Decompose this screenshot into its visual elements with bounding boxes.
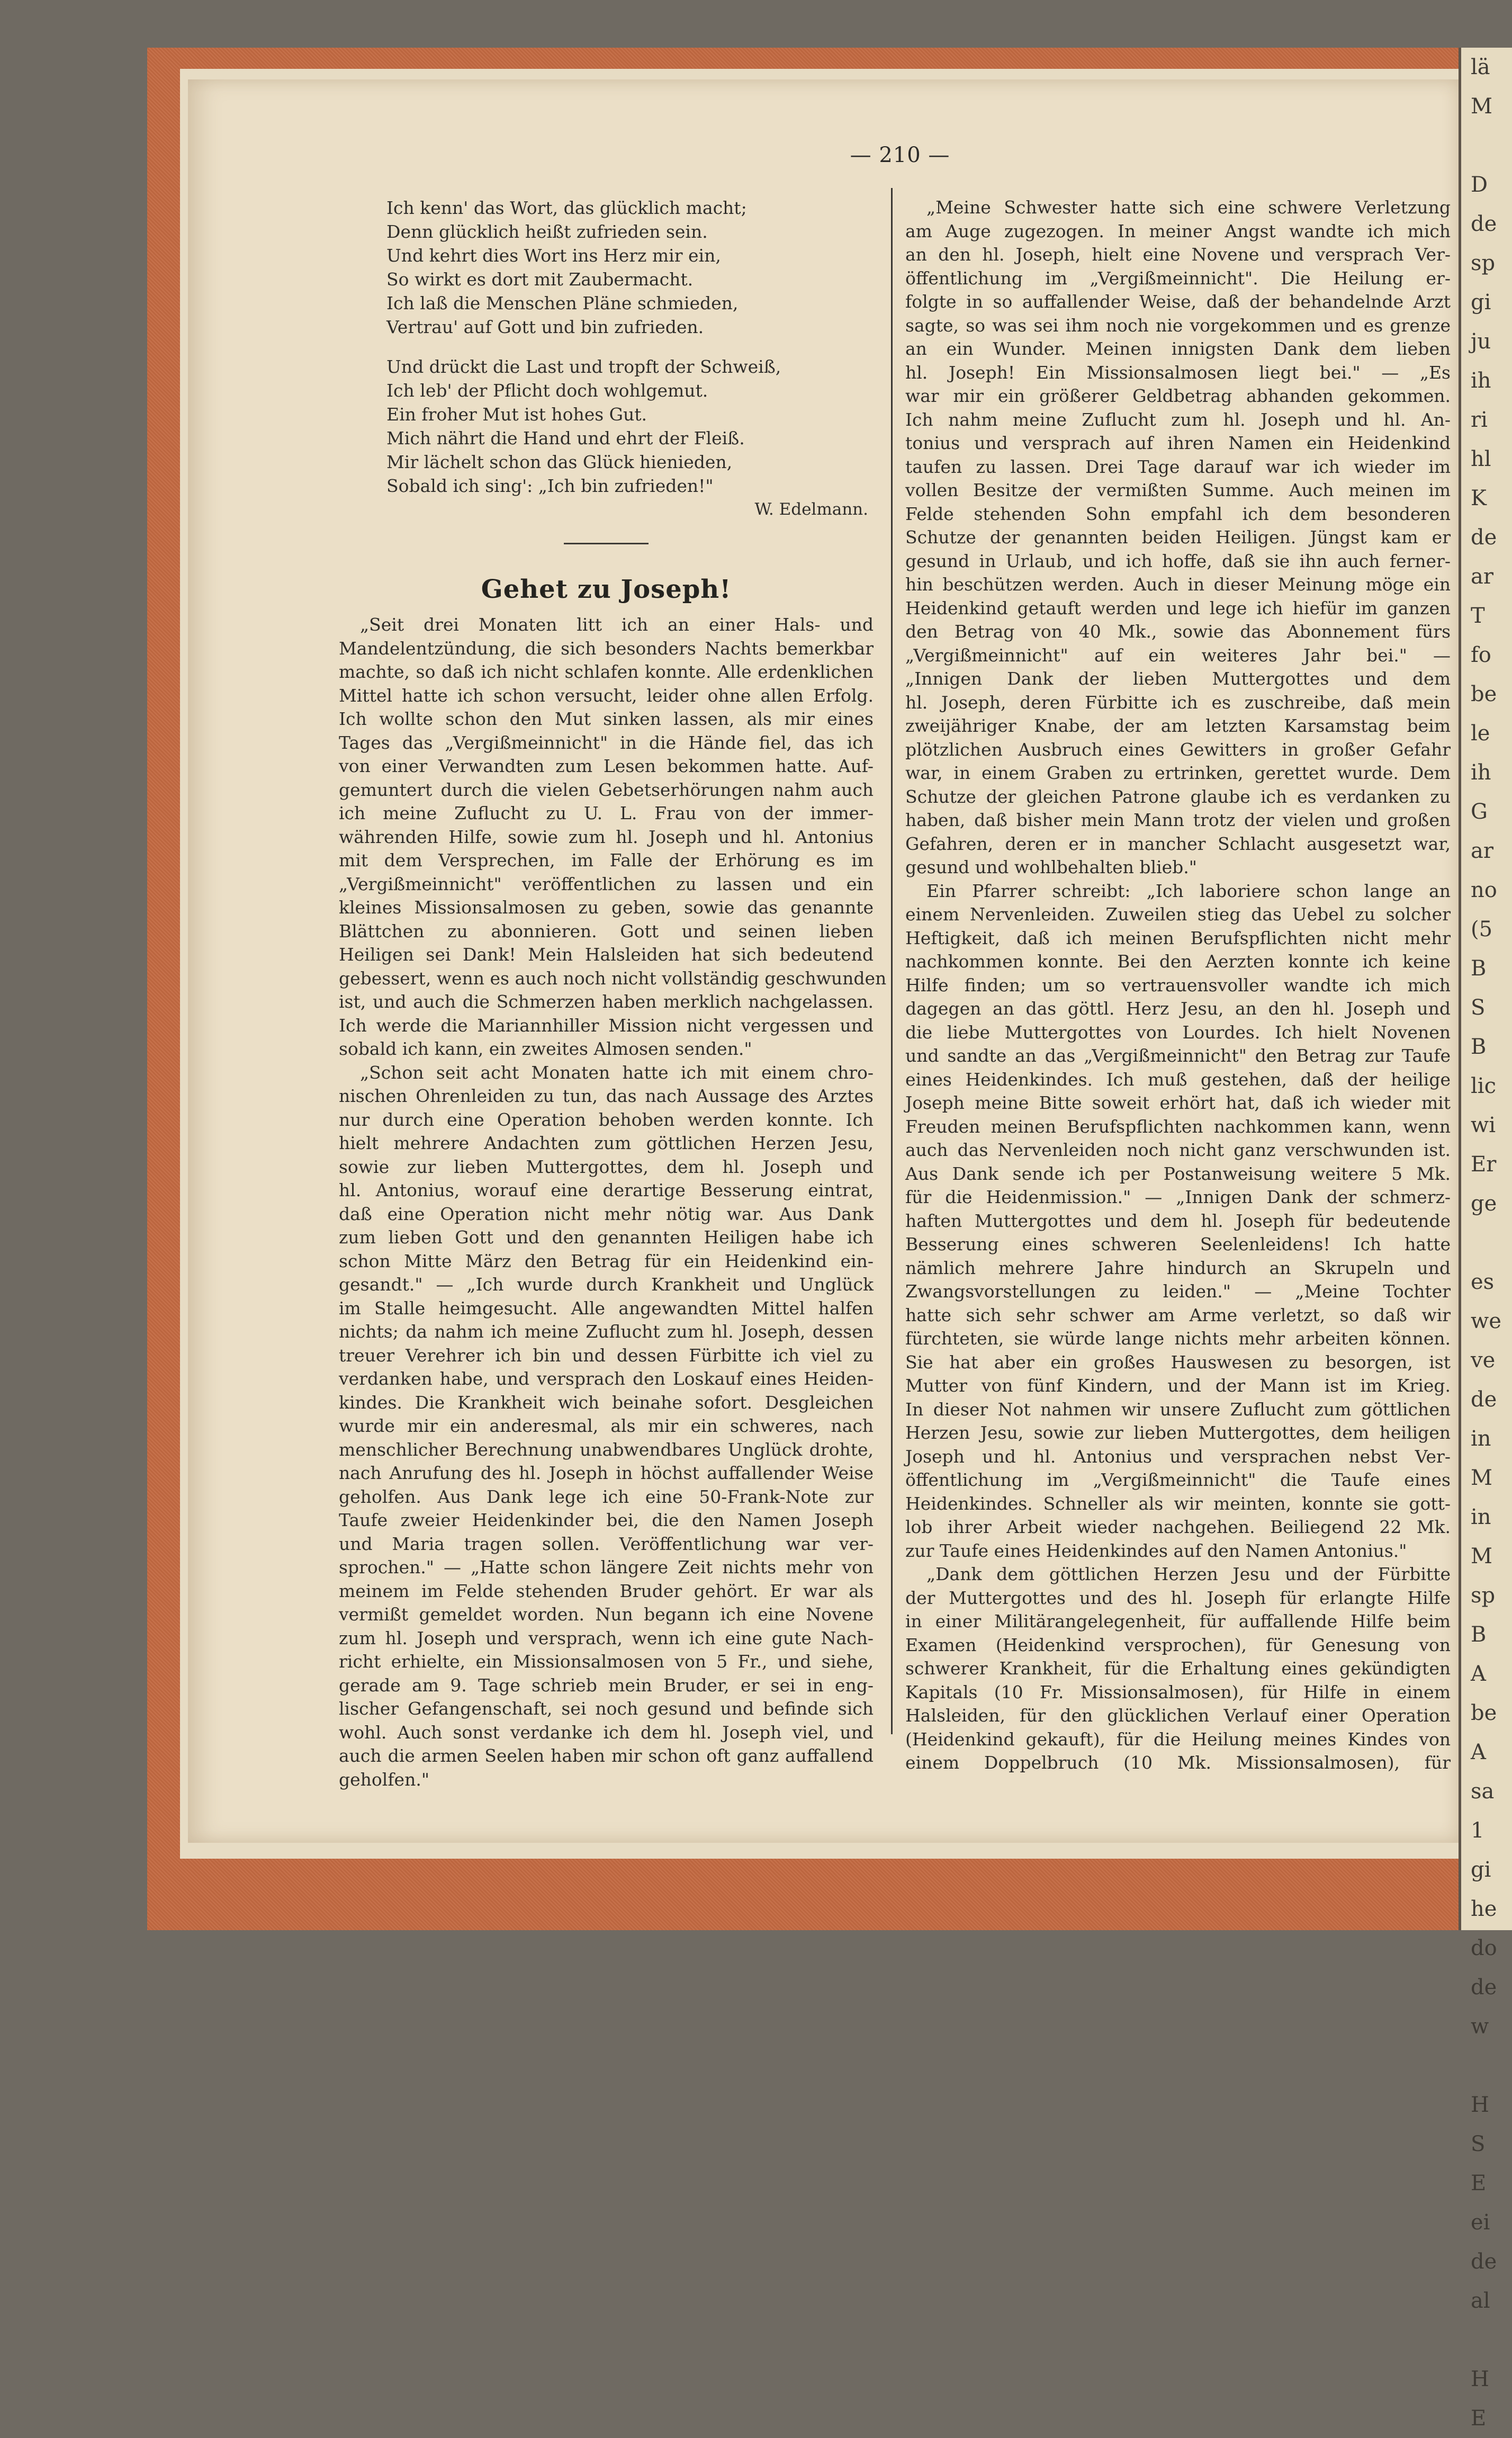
text-line: einem Nervenleiden. Zuweilen stieg das Uebel zu solcher [905, 904, 1451, 925]
text-line: Ich werde die Mariannhiller Mission nicht vergessen und [339, 1015, 874, 1036]
text-line: und Maria tragen sollen. Veröffentlichung war ver- [339, 1533, 874, 1554]
next-page-fragment: E [1471, 2406, 1487, 2431]
next-page-fragment: ar [1471, 839, 1493, 863]
text-line: Ich wollte schon den Mut sinken lassen, als mir eines [339, 709, 874, 729]
text-line: mit dem Versprechen, im Falle der Erhörung es im [339, 850, 874, 871]
next-page-fragment: ih [1471, 369, 1491, 393]
text-line: fürchteten, sie würde lange nichts mehr arbeiten können. [905, 1328, 1451, 1349]
next-page-edge [1459, 48, 1512, 2431]
next-page-fragment: A [1471, 1740, 1486, 1764]
text-line: ich meine Zuflucht zu U. L. Frau von der immer- [339, 803, 874, 823]
poem-line: So wirkt es dort mit Zaubermacht. [386, 269, 694, 290]
text-line: Mittel hatte ich schon versucht, leider ohne allen Erfolg. [339, 685, 874, 706]
text-line: nämlich mehrere Jahre hindurch an Skrupeln und [905, 1257, 1451, 1278]
section-divider [564, 543, 649, 544]
text-line: gerade am 9. Tage schrieb mein Bruder, er sei in eng- [339, 1674, 874, 1696]
next-page-fragment: H [1471, 2093, 1489, 2117]
poem-line: Ich laß die Menschen Pläne schmieden, [386, 293, 739, 313]
text-line: folgte in so auffallender Weise, daß der behandelnde Arzt [905, 291, 1451, 312]
text-line: Examen (Heidenkind versprochen), für Genesung von [905, 1634, 1451, 1655]
next-page-fragment: K [1471, 486, 1487, 510]
next-page-fragment: M [1471, 94, 1492, 119]
text-line: (Heidenkind gekauft), für die Heilung meines Kindes von [905, 1728, 1451, 1750]
article-heading: Gehet zu Joseph! [481, 575, 732, 604]
next-page-fragment: de [1471, 1975, 1497, 2000]
next-page-fragment: (5 [1471, 917, 1493, 942]
text-line: hin beschützen werden. Auch in dieser Meinung möge ein [905, 574, 1451, 595]
text-line: Kapitals (10 Fr. Missionsalmosen), für Hilfe in einem [905, 1681, 1451, 1702]
text-line: Mutter von fünf Kindern, und der Mann ist im Krieg. [905, 1375, 1451, 1396]
text-line: gemuntert durch die vielen Gebetserhörungen nahm auch [339, 779, 874, 800]
text-line: Besserung eines schweren Seelenleidens! Ich hatte [905, 1234, 1451, 1254]
next-page-fragment: M [1471, 1544, 1492, 1568]
text-line: In dieser Not nahmen wir unsere Zuflucht zum göttlichen [905, 1399, 1451, 1420]
text-line: für die Heidenmission." — „Innigen Dank der schmerz- [905, 1187, 1451, 1207]
text-line: sprochen." — „Hatte schon längere Zeit nichts mehr von [339, 1557, 874, 1577]
text-line: lischer Gefangenschaft, sei noch gesund und befinde sich [339, 1698, 874, 1719]
poem-line: Ich leb' der Pflicht doch wohlgemut. [386, 380, 708, 401]
text-line: hl. Antonius, worauf eine derartige Besserung eintrat, [339, 1180, 874, 1200]
poem-line: Vertrau' auf Gott und bin zufrieden. [386, 317, 704, 337]
stanza-gap [339, 339, 874, 355]
next-page-fragment: hl [1471, 447, 1491, 471]
text-line: Blättchen zu abonnieren. Gott und seinen lieben [339, 920, 874, 942]
poem-line: Denn glücklich heißt zufrieden sein. [386, 221, 708, 242]
right-column [905, 196, 1451, 1775]
text-line: Aus Dank sende ich per Postanweisung weitere 5 Mk. [905, 1163, 1451, 1184]
poem-stanza-2 [339, 355, 874, 498]
next-page-fragment: H [1471, 2367, 1489, 2391]
text-line: der Muttergottes und des hl. Joseph für erlangte Hilfe [905, 1587, 1451, 1608]
text-line: vollen Besitze der vermißten Summe. Auch meinen im [905, 480, 1451, 500]
text-line: meinem im Felde stehenden Bruder gehört. Er war als [339, 1580, 874, 1601]
text-line: Herzen Jesu, sowie zur lieben Muttergottes, dem heiligen [905, 1422, 1451, 1443]
text-line: nach Anrufung des hl. Joseph in höchst auffallender Weise [339, 1463, 874, 1483]
next-page-fragment: de [1471, 1387, 1497, 1412]
text-line: menschlicher Berechnung unabwendbares Unglück drohte, [339, 1439, 874, 1460]
article-text-left [339, 613, 887, 1791]
text-line: treuer Verehrer ich bin und dessen Fürbitte ich viel zu [339, 1345, 874, 1366]
text-line: verdanken habe, und versprach den Loskauf eines Heiden- [339, 1368, 874, 1389]
poem-stanza-1 [339, 196, 874, 339]
next-page-fragment: D [1471, 173, 1488, 197]
text-line: eines Heidenkindes. Ich muß gestehen, daß der heilige [905, 1069, 1451, 1090]
next-page-fragment: es [1471, 1270, 1495, 1294]
next-page-fragment: S [1471, 996, 1486, 1020]
text-line: Taufe zweier Heidenkinder bei, die den Namen Joseph [339, 1510, 874, 1530]
text-line: nichts; da nahm ich meine Zuflucht zum hl. Joseph, dessen [339, 1321, 874, 1342]
text-line: sobald ich kann, ein zweites Almosen senden." [339, 1038, 752, 1059]
text-line: taufen zu lassen. Drei Tage darauf war ich wieder im [905, 456, 1451, 477]
poem-line: Sobald ich sing': „Ich bin zufrieden!" [386, 476, 714, 496]
text-line: ist, und auch die Schmerzen haben merklich nachgelassen. [339, 991, 874, 1012]
next-page-fragment: gi [1471, 290, 1491, 315]
text-line: gesund und wohlbehalten blieb." [905, 857, 1197, 877]
text-line: Joseph meine Bitte soweit erhört hat, daß ich wieder mit [905, 1092, 1451, 1113]
next-page-fragment: sa [1471, 1779, 1495, 1804]
text-line: wohl. Auch sonst verdanke ich dem hl. Joseph viel, und [339, 1722, 874, 1743]
text-line: Felde stehenden Sohn empfahl ich dem besonderen [905, 503, 1451, 524]
next-page-fragment: de [1471, 525, 1497, 550]
next-page-fragment: E [1471, 2171, 1487, 2195]
text-line: plötzlichen Ausbruch eines Gewitters in großer Gefahr [905, 739, 1451, 760]
text-line: machte, so daß ich nicht schlafen konnte. Alle erdenklichen [339, 661, 874, 682]
text-line: geholfen. Aus Dank lege ich eine 50-Frank-Note zur [339, 1486, 874, 1507]
text-line: „Schon seit acht Monaten hatte ich mit einem chro- [360, 1062, 874, 1083]
poem-line: Ich kenn' das Wort, das glücklich macht; [386, 198, 747, 218]
next-page-fragment: sp [1471, 1583, 1496, 1608]
next-page-fragment: B [1471, 1035, 1487, 1059]
text-line: von einer Verwandten zum Lesen bekommen hatte. Auf- [339, 756, 874, 776]
next-page-fragment: sp [1471, 251, 1496, 275]
text-line: schwerer Krankheit, für die Erhaltung eines gekündigten [905, 1658, 1451, 1679]
next-page-fragment: de [1471, 2249, 1497, 2274]
text-line: am Auge zugezogen. In meiner Angst wandte ich mich [905, 220, 1451, 241]
poem [339, 196, 874, 522]
next-page-fragment: G [1471, 800, 1488, 824]
next-page-fragment: no [1471, 878, 1497, 902]
text-line: Heftigkeit, daß ich meinen Berufspflichten nicht mehr [905, 927, 1451, 948]
text-line: geholfen." [339, 1769, 429, 1790]
text-line: daß eine Operation nicht mehr nötig war. Aus Dank [339, 1203, 874, 1224]
text-line: die liebe Muttergottes von Lourdes. Ich hielt Novenen [905, 1021, 1451, 1043]
text-line: in einer Militärangelegenheit, für auffallende Hilfe beim [905, 1611, 1451, 1632]
text-line: sowie zur lieben Muttergottes, dem hl. Joseph und [339, 1156, 874, 1177]
text-line: zweijähriger Knabe, der am letzten Karsamstag beim [905, 715, 1451, 736]
text-line: kleines Missionsalmosen zu geben, sowie das genannte [339, 897, 874, 918]
text-line: im Stalle heimgesucht. Alle angewandten Mittel halfen [339, 1297, 874, 1319]
next-page-fragment: in [1471, 1505, 1491, 1529]
text-line: auch die armen Seelen haben mir schon oft ganz auffallend [339, 1745, 874, 1766]
next-page-fragment: lic [1471, 1074, 1496, 1098]
text-line: war, in einem Graben zu ertrinken, gerettet wurde. Dem [905, 763, 1451, 783]
next-page-fragment: ge [1471, 1191, 1497, 1216]
text-line: nischen Ohrenleiden zu tun, das nach Aussage des Arztes [339, 1086, 874, 1106]
next-page-fragment: he [1471, 1897, 1497, 1921]
next-page-fragment: ju [1471, 329, 1491, 354]
next-page-fragment: be [1471, 1701, 1497, 1725]
text-line: Ich nahm meine Zuflucht zum hl. Joseph und hl. An- [905, 409, 1451, 430]
text-line: „Dank dem göttlichen Herzen Jesu und der Fürbitte [926, 1564, 1451, 1584]
article-text-right [905, 196, 1451, 1775]
text-line: den Betrag von 40 Mk., sowie das Abonnement fürs [905, 621, 1451, 642]
page-number: — 210 — [850, 143, 950, 167]
text-line: öffentlichung im „Vergißmeinnicht". Die Heilung er- [905, 267, 1451, 289]
text-line: Ein Pfarrer schreibt: „Ich laboriere schon lange an [926, 880, 1451, 901]
text-line: Hilfe finden; um so vertrauensvoller wandte ich mich [905, 974, 1451, 996]
next-page-fragment: ar [1471, 564, 1493, 589]
text-line: vermißt gemeldet worden. Nun begann ich eine Novene [339, 1604, 874, 1625]
poem-line: Und drückt die Last und tropft der Schweiß, [386, 356, 781, 377]
text-line: haben, daß bisher mein Mann trotz der vielen und großen [905, 810, 1451, 830]
column-divider [891, 188, 893, 1734]
text-line: Heidenkindes. Schneller als wir meinten, konnte sie gott- [905, 1493, 1451, 1514]
next-page-fragment: 1 [1471, 1818, 1484, 1843]
next-page-fragment: B [1471, 956, 1487, 981]
text-line: Freuden meinen Berufspflichten nachkommen kann, wenn [905, 1116, 1451, 1137]
next-page-fragment: be [1471, 682, 1497, 706]
poem-line: Mir lächelt schon das Glück hienieden, [386, 452, 733, 472]
next-page-fragment: w [1471, 2014, 1489, 2039]
next-page-fragment: al [1471, 2289, 1490, 2313]
text-line: zur Taufe eines Heidenkindes auf den Namen Antonius." [905, 1540, 1407, 1561]
text-line: währenden Hilfe, sowie zum hl. Joseph und hl. Antonius [339, 826, 874, 847]
text-line: Heiligen sei Dank! Mein Halsleiden hat sich bedeutend [339, 944, 874, 965]
text-line: einem Doppelbruch (10 Mk. Missionsalmosen), für [905, 1752, 1451, 1773]
text-line: schon Mitte März den Betrag für ein Heidenkind ein- [339, 1250, 874, 1271]
next-page-fragment [1461, 2046, 1512, 2085]
text-line: hielt mehrere Andachten zum göttlichen Herzen Jesu, [339, 1133, 874, 1153]
next-page-fragment: A [1471, 1662, 1486, 1686]
next-page-fragment: ei [1471, 2210, 1490, 2235]
text-line: „Vergißmeinnicht" auf ein weiteres Jahr bei." — [905, 644, 1451, 666]
next-page-fragment: fo [1471, 643, 1491, 667]
text-line: nur durch eine Operation behoben werden konnte. Ich [339, 1109, 874, 1130]
text-line: richt erhielte, ein Missionsalmosen von 5 Fr., und siehe, [339, 1651, 874, 1672]
next-page-fragment: B [1471, 1623, 1487, 1647]
text-line: sagte, so was sei ihm noch nie vorgekommen und es grenze [905, 315, 1451, 336]
next-page-fragment: ve [1471, 1348, 1496, 1373]
text-line: hatte sich sehr schwer am Arme verletzt, so daß wir [905, 1304, 1451, 1325]
text-line: hl. Joseph, deren Fürbitte ich es zuschreibe, daß mein [905, 692, 1451, 713]
text-line: hl. Joseph! Ein Missionsalmosen liegt bei." — „Es [905, 362, 1451, 383]
text-line: öffentlichung im „Vergißmeinnicht" die Taufe eines [905, 1469, 1451, 1490]
text-line: Sie hat aber ein großes Hauswesen zu besorgen, ist [905, 1351, 1451, 1373]
text-line: haften Muttergottes und dem hl. Joseph für bedeutende [905, 1210, 1451, 1231]
next-page-fragment: lä [1471, 55, 1490, 79]
text-line: zum lieben Gott und den genannten Heiligen habe ich [339, 1227, 874, 1248]
text-line: Zwangsvorstellungen zu leiden." — „Meine Tochter [905, 1281, 1451, 1302]
text-line: „Meine Schwester hatte sich eine schwere Verletzung [926, 197, 1451, 218]
text-line: Schutze der gleichen Patrone glaube ich es verdanken zu [905, 786, 1451, 807]
text-line: Joseph und hl. Antonius und versprachen nebst Ver- [905, 1446, 1451, 1467]
text-line: „Vergißmeinnicht" veröffentlichen zu lassen und ein [339, 873, 874, 894]
text-line: Schutze der genannten beiden Heiligen. Jüngst kam er [905, 527, 1451, 548]
text-line: an ein Wunder. Meinen innigsten Dank dem lieben [905, 338, 1451, 359]
text-line: nachkommen konnte. Bei den Aerzten konnte ich keine [905, 951, 1451, 972]
text-line: Mandelentzündung, die sich besonders Nachts bemerkbar [339, 638, 874, 659]
text-line: war mir ein größerer Geldbetrag abhanden gekommen. [905, 386, 1451, 406]
text-line: wurde mir ein anderesmal, als mir ein schweres, nach [339, 1415, 874, 1436]
poem-author: W. Edelmann. [754, 500, 868, 519]
text-line: „Seit drei Monaten litt ich an einer Hals- und [360, 614, 874, 635]
next-page-fragment: in [1471, 1427, 1491, 1451]
next-page-fragment: de [1471, 212, 1497, 236]
text-line: Halsleiden, für den glücklichen Verlauf einer Operation [905, 1705, 1451, 1726]
next-page-fragment [1461, 126, 1512, 165]
text-line: kindes. Die Krankheit wich beinahe sofort. Desgleichen [339, 1392, 874, 1413]
next-page-fragment: we [1471, 1309, 1501, 1333]
text-line: auch das Nervenleiden noch nicht ganz verschwunden ist. [905, 1140, 1451, 1160]
left-column [339, 196, 887, 1791]
text-line: „Innigen Dank der lieben Muttergottes und dem [905, 668, 1451, 689]
next-page-fragment [1461, 2320, 1512, 2360]
text-line: tonius und versprach auf ihren Namen ein Heidenkind [905, 433, 1451, 453]
next-page-fragment [1461, 1223, 1512, 1262]
next-page-fragment: T [1471, 604, 1485, 628]
text-line: dagegen an das göttl. Herz Jesu, an den hl. Joseph und [905, 998, 1451, 1019]
poem-line: Und kehrt dies Wort ins Herz mir ein, [386, 245, 721, 266]
text-line: gesund in Urlaub, und ich hoffe, daß sie ihn auch ferner- [905, 550, 1451, 571]
text-line: lob ihrer Arbeit wieder nachgehen. Beiliegend 22 Mk. [905, 1517, 1451, 1537]
text-line: Heidenkind getauft werden und lege ich hiefür im ganzen [905, 597, 1451, 619]
text-line: Tages das „Vergißmeinnicht" in die Hände fiel, das ich [339, 732, 874, 753]
next-page-fragment: gi [1471, 1858, 1491, 1882]
next-page-fragment: Er [1471, 1152, 1497, 1177]
next-page-fragment: ri [1471, 408, 1488, 432]
poem-line: Mich nährt die Hand und ehrt der Fleiß. [386, 428, 745, 449]
text-line: gesandt." — „Ich wurde durch Krankheit und Unglück [339, 1274, 874, 1295]
text-line: Gefahren, deren er in mancher Schlacht ausgesetzt war, [905, 833, 1451, 854]
next-page-fragment: le [1471, 721, 1490, 746]
next-page-fragment: S [1471, 2132, 1486, 2156]
next-page-fragment: do [1471, 1936, 1497, 1960]
text-line: an den hl. Joseph, hielt eine Novene und versprach Ver- [905, 244, 1451, 265]
next-page-fragment: wi [1471, 1113, 1496, 1137]
next-page-fragment: ih [1471, 760, 1491, 785]
text-line: gebessert, wenn es auch noch nicht vollständig geschwunden [339, 967, 887, 989]
text-line: und sandte an das „Vergißmeinnicht" den Betrag zur Taufe [905, 1045, 1451, 1066]
text-line: zum hl. Joseph und versprach, wenn ich eine gute Nach- [339, 1627, 874, 1648]
next-page-fragment: M [1471, 1466, 1492, 1490]
poem-line: Ein froher Mut ist hohes Gut. [386, 404, 647, 425]
